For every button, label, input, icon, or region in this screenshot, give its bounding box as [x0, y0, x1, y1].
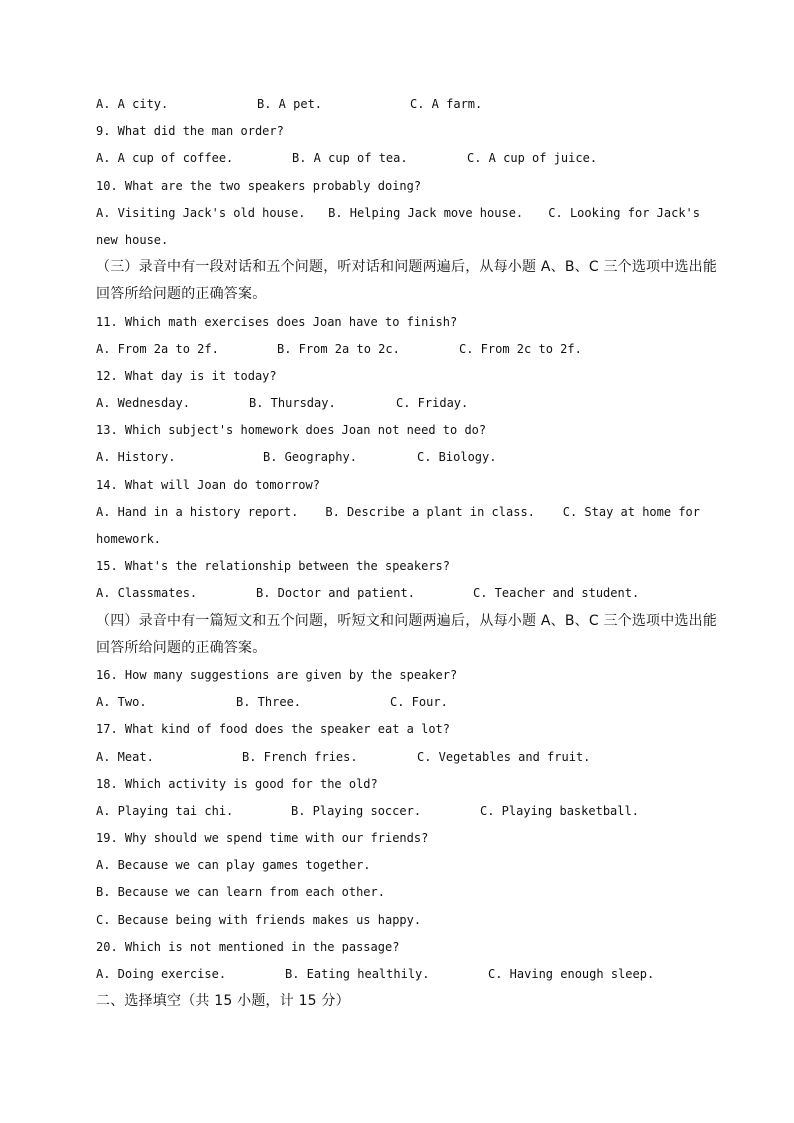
q17-options	[96, 744, 700, 771]
q10-option-c-continued: new house.	[96, 232, 169, 247]
q14-option-c: C. Stay at home for	[562, 504, 700, 519]
q20-option-c: C. Having enough sleep.	[488, 967, 655, 981]
q17-option-a: A. Meat.	[96, 749, 154, 764]
section3-instructions-line1: （三）录音中有一段对话和五个问题，听对话和问题两遍后，从每小题 A、B、C 三个选项中选出能	[96, 259, 718, 276]
q9-question: 9. What did the man order?	[96, 124, 284, 139]
q16-option-b: B. Three.	[236, 695, 302, 710]
exam-page	[96, 91, 718, 1015]
q19-question: 19. Why should we spend time with our friends?	[96, 831, 429, 846]
q12-question: 12. What day is it today?	[96, 368, 277, 383]
q16-option-c: C. Four.	[390, 695, 448, 710]
q13-option-a: A. History.	[96, 450, 176, 465]
q8-option-a: A. A city.	[96, 97, 169, 111]
section4-instructions-line2: 回答所给问题的正确答案。	[96, 639, 267, 656]
q20-option-b: B. Eating healthily.	[285, 967, 430, 981]
q10-question: 10. What are the two speakers probably doing?	[96, 178, 422, 193]
q11-options	[96, 336, 700, 363]
q15-option-b: B. Doctor and patient.	[256, 586, 415, 601]
section3-instructions-line2: 回答所给问题的正确答案。	[96, 286, 267, 303]
q8-option-c: C. A farm.	[410, 97, 483, 111]
q15-option-c: C. Teacher and student.	[473, 586, 640, 601]
q18-options	[96, 798, 700, 825]
q20-question: 20. Which is not mentioned in the passage?	[96, 939, 400, 954]
q11-option-b: B. From 2a to 2c.	[277, 341, 400, 356]
q12-options	[96, 390, 700, 417]
q16-option-a: A. Two.	[96, 695, 147, 710]
q17-question: 17. What kind of food does the speaker eat a lot?	[96, 722, 451, 737]
q13-options	[96, 444, 700, 471]
part2-heading: 二、选择填空（共 15 小题，计 15 分）	[96, 993, 350, 1010]
q11-option-c: C. From 2c to 2f.	[459, 341, 582, 356]
q18-option-a: A. Playing tai chi.	[96, 803, 234, 818]
q9-options	[96, 145, 700, 172]
q18-question: 18. Which activity is good for the old?	[96, 776, 378, 791]
q10-option-a: A. Visiting Jack's old house.	[96, 205, 306, 220]
q12-option-a: A. Wednesday.	[96, 396, 190, 411]
q14-option-a: A. Hand in a history report.	[96, 504, 299, 519]
q14-options	[96, 499, 700, 526]
q12-option-c: C. Friday.	[396, 396, 469, 411]
q9-option-a: A. A cup of coffee.	[96, 151, 234, 166]
q10-option-b: B. Helping Jack move house.	[328, 205, 524, 220]
q14-option-c-continued: homework.	[96, 532, 162, 546]
q17-option-c: C. Vegetables and fruit.	[417, 749, 591, 764]
q10-options	[96, 200, 700, 227]
q11-option-a: A. From 2a to 2f.	[96, 341, 219, 356]
q19-option-a: A. Because we can play games together.	[96, 858, 371, 873]
q8-option-b: B. A pet.	[257, 97, 323, 111]
q20-options	[96, 961, 700, 988]
q8-options	[96, 91, 700, 118]
q19-option-b: B. Because we can learn from each other.	[96, 885, 385, 900]
q20-option-a: A. Doing exercise.	[96, 967, 227, 981]
q9-option-c: C. A cup of juice.	[467, 151, 598, 166]
q16-question: 16. How many suggestions are given by the speaker?	[96, 667, 458, 682]
q15-question: 15. What's the relationship between the speakers?	[96, 559, 451, 574]
section4-instructions-line1: （四）录音中有一篇短文和五个问题，听短文和问题两遍后，从每小题 A、B、C 三个选项中选出能	[96, 612, 718, 629]
q13-question: 13. Which subject's homework does Joan not need to do?	[96, 423, 487, 438]
q19-option-c: C. Because being with friends makes us happy.	[96, 912, 422, 927]
q10-option-c: C. Looking for Jack's	[548, 205, 700, 220]
q15-option-a: A. Classmates.	[96, 586, 198, 601]
q17-option-b: B. French fries.	[242, 749, 358, 764]
q12-option-b: B. Thursday.	[249, 396, 336, 411]
q16-options	[96, 689, 700, 716]
q14-question: 14. What will Joan do tomorrow?	[96, 477, 320, 492]
q11-question: 11. Which math exercises does Joan have to finish?	[96, 314, 458, 329]
q18-option-c: C. Playing basketball.	[480, 803, 639, 818]
q13-option-b: B. Geography.	[263, 450, 357, 465]
q18-option-b: B. Playing soccer.	[291, 803, 422, 818]
q9-option-b: B. A cup of tea.	[292, 151, 408, 166]
q15-options	[96, 580, 700, 607]
q14-option-b: B. Describe a plant in class.	[325, 504, 535, 519]
q13-option-c: C. Biology.	[417, 450, 497, 465]
